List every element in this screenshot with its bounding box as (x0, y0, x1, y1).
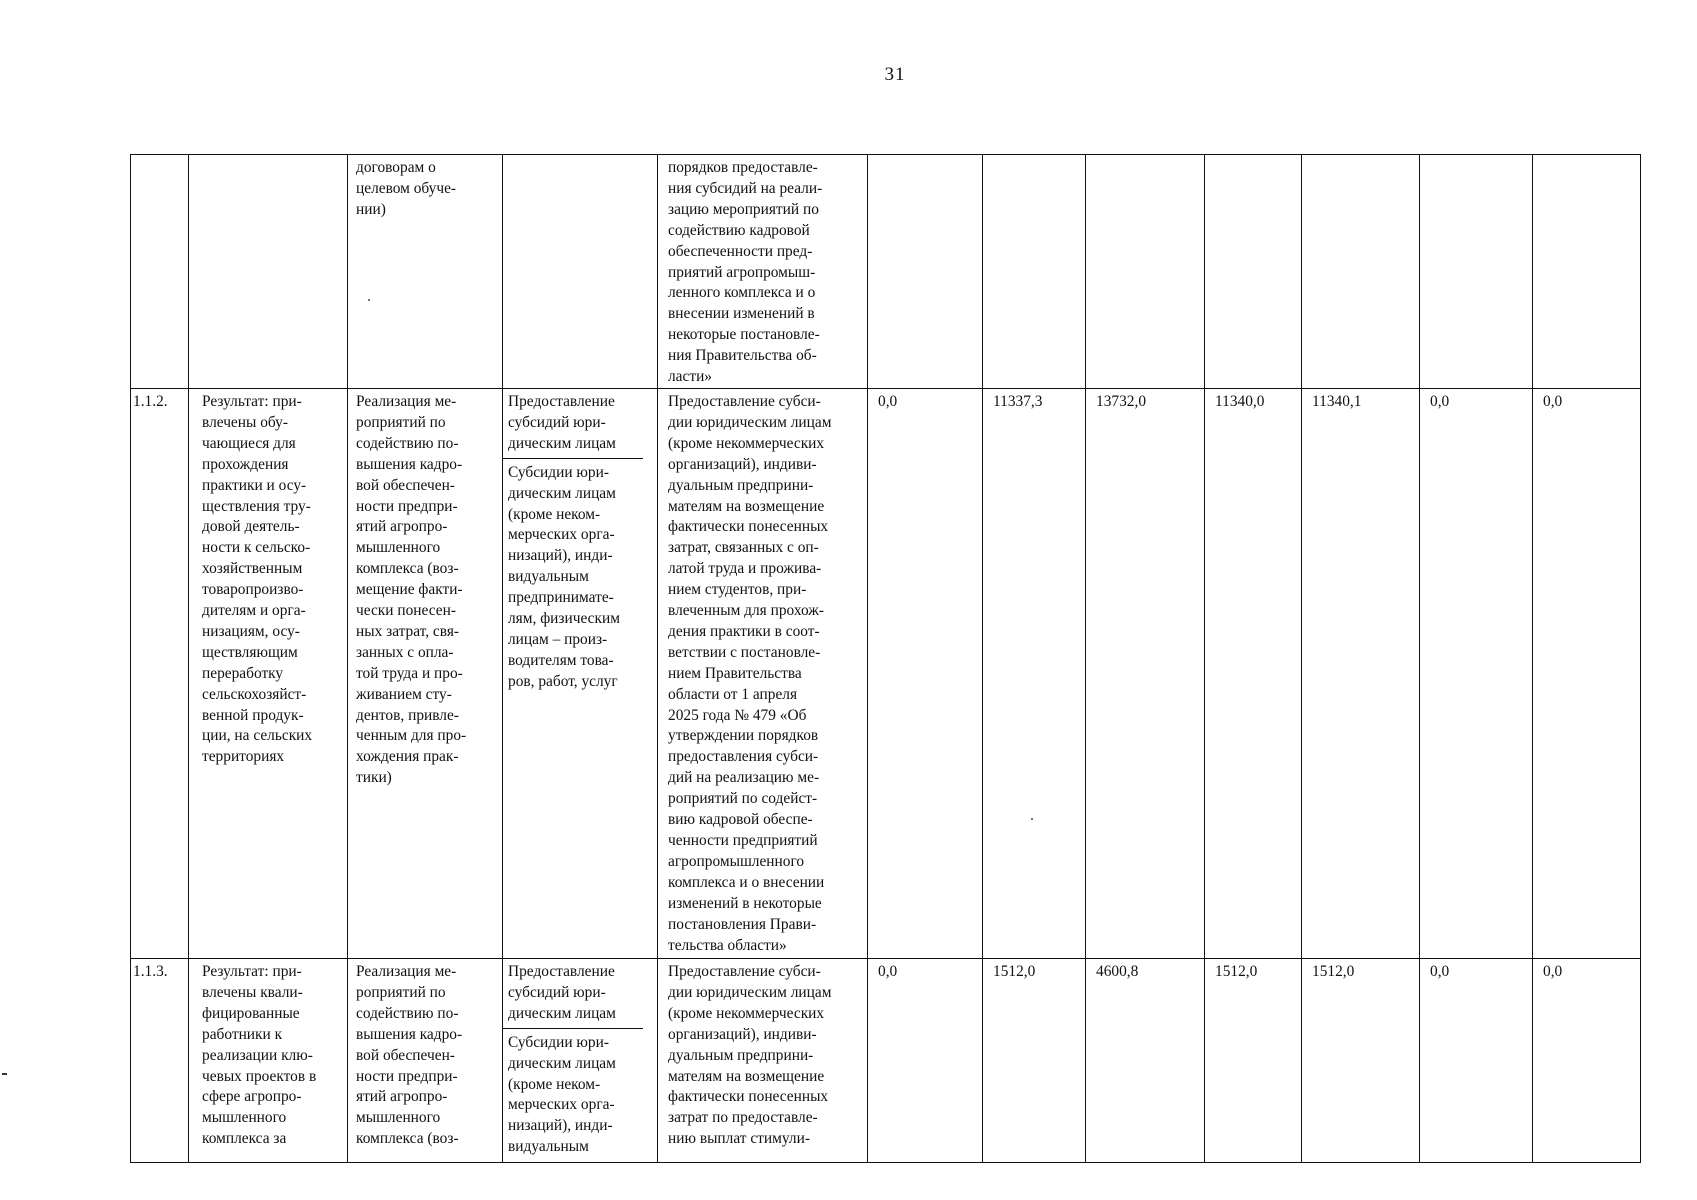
cell-text-line: той труда и про- (356, 664, 463, 682)
cell-text-line: ществления тру- (202, 497, 311, 515)
cell-text-line: вию кадровой обеспе- (668, 811, 813, 829)
cell-text-line: мателям на возмещение (668, 1067, 825, 1085)
value-cell: 11340,0 (1205, 388, 1302, 958)
scan-speck (368, 299, 370, 301)
value-cell (1086, 155, 1205, 389)
cell-text-line: дическим лицам (508, 484, 616, 502)
value-cell: 11340,1 (1302, 388, 1420, 958)
cell-text-line: практики и осу- (202, 476, 307, 494)
cell-text-line: хождения прак- (356, 748, 459, 766)
cell-text-line: видуальным (508, 568, 589, 586)
cell-text-line: приятий агропромыш- (668, 263, 816, 281)
cell-text-line: дическим лицам (508, 434, 616, 452)
row-number-cell (131, 155, 189, 389)
cell-text-line: ветствии с постановле- (668, 643, 821, 661)
cell-text-line: вой обеспечен- (356, 476, 455, 494)
cell-text-line: сельскохозяйст- (202, 685, 307, 703)
cell-text-line: агропромышленного (668, 852, 805, 870)
cell-text-line: дентов, привле- (356, 706, 459, 724)
value-cell: 13732,0 (1086, 388, 1205, 958)
cell-text-line: (кроме неком- (508, 1075, 601, 1093)
program-table (130, 154, 1641, 1163)
cell-text-line: субсидий юри- (508, 413, 606, 431)
cell-text-line: сфере агропро- (202, 1088, 302, 1106)
cell-text-line: комплекса (воз- (356, 560, 459, 578)
cell-text-line: (кроме некоммерческих (668, 1004, 825, 1022)
cell-text-line: Предоставление (508, 392, 615, 410)
cell-text-line: договорам о (356, 159, 436, 176)
cell-text-line: территориях (202, 748, 285, 766)
cell-text-line: роприятий по (356, 983, 446, 1001)
value-cell: 0,0 (1420, 388, 1533, 958)
cell-text-line: вышения кадро- (356, 1025, 463, 1043)
legal-basis-cell (658, 958, 868, 1162)
value-cell: 1512,0 (1205, 958, 1302, 1162)
cell-text-line: ния субсидий на реали- (668, 179, 823, 197)
cell-text-line: мышленного (202, 1109, 287, 1127)
cell-text-line: вой обеспечен- (356, 1046, 455, 1064)
cell-text-line: мерческих орга- (508, 1096, 615, 1114)
cell-text-line: порядков предоставле- (668, 159, 818, 176)
cell-text-line: ятий агропро- (356, 518, 448, 536)
cell-text-line: комплекса (воз- (356, 1130, 459, 1148)
cell-text-line: Предоставление (508, 962, 615, 980)
value-cell: 0,0 (1420, 958, 1533, 1162)
cell-text-line: венной продук- (202, 706, 304, 724)
value-cell (1533, 155, 1641, 389)
cell-text-line: дии юридическим лицам (668, 983, 832, 1001)
cell-text-line: Предоставление субси- (668, 962, 821, 980)
cell-text-line: водителям това- (508, 651, 614, 669)
cell-text-line: мышленного (356, 1109, 441, 1127)
support-type-primary (503, 389, 643, 459)
cell-text-line: мерческих орга- (508, 526, 615, 544)
scan-speck (1031, 818, 1033, 820)
cell-text-line: низаций), инди- (508, 1117, 613, 1135)
cell-text-line: живанием сту- (356, 685, 452, 703)
cell-text-line: лям, физическим (508, 610, 620, 628)
cell-text-line: нию выплат стимули- (668, 1130, 810, 1148)
cell-text-line: тики) (356, 769, 392, 787)
cell-text-line: ности предпри- (356, 1067, 458, 1085)
cell-text-line: дуальным предприни- (668, 476, 814, 494)
cell-text-line: видуальным (508, 1138, 589, 1156)
cell-text-line: лицам – произ- (508, 630, 608, 648)
result-cell (189, 958, 348, 1162)
value-cell: 0,0 (868, 388, 983, 958)
support-type-cell (503, 388, 658, 958)
cell-text-line: низаций), инди- (508, 547, 613, 565)
cell-text-line: нии) (356, 200, 386, 218)
cell-text-line: переработку (202, 664, 284, 682)
cell-text-line: работники к (202, 1025, 283, 1043)
cell-text-line: ченным для про- (356, 727, 467, 745)
cell-text-line: латой труда и прожива- (668, 560, 822, 578)
value-cell (983, 155, 1086, 389)
cell-text-line: предпринимате- (508, 589, 614, 607)
cell-text-line: организаций), индиви- (668, 455, 817, 473)
cell-text-line: утверждении порядков (668, 727, 819, 745)
activity-cell (348, 958, 503, 1162)
cell-text-line: дическим лицам (508, 1004, 616, 1022)
row-number-cell: 1.1.3. (131, 958, 189, 1162)
cell-text-line: (кроме некоммерческих (668, 434, 825, 452)
cell-text-line: хозяйственным (202, 560, 303, 578)
cell-text-line: дий на реализацию ме- (668, 769, 820, 787)
cell-text-line: ченности предприятий (668, 832, 818, 849)
value-cell (1205, 155, 1302, 389)
value-cell: 0,0 (1533, 388, 1641, 958)
cell-text-line: затрат по предоставле- (668, 1109, 818, 1127)
support-type-secondary (503, 459, 657, 693)
value-cell: 0,0 (868, 958, 983, 1162)
cell-text-line: содействию по- (356, 434, 459, 452)
cell-text-line: роприятий по (356, 413, 446, 431)
cell-text-line: чески понесен- (356, 602, 456, 620)
cell-text-line: ленного комплекса и о (668, 284, 816, 302)
value-cell: 0,0 (1533, 958, 1641, 1162)
scan-edge-mark (2, 1073, 7, 1075)
activity-cell (348, 388, 503, 958)
result-cell (189, 388, 348, 958)
cell-text-line: реализации клю- (202, 1046, 313, 1064)
cell-text-line: чающиеся для (202, 434, 296, 452)
cell-text-line: субсидий юри- (508, 983, 606, 1001)
row-number-cell: 1.1.2. (131, 388, 189, 958)
cell-text-line: обеспеченности пред- (668, 242, 813, 260)
cell-text-line: влечены обу- (202, 413, 288, 431)
cell-text-line: дуальным предприни- (668, 1046, 814, 1064)
cell-text-line: фактически понесенных (668, 518, 829, 536)
cell-text-line: ности к сельско- (202, 539, 311, 557)
cell-text-line: Реализация ме- (356, 392, 457, 410)
cell-text-line: некоторые постановле- (668, 326, 820, 344)
cell-text-line: прохождения (202, 455, 289, 473)
cell-text-line: нием Правительства (668, 664, 802, 682)
cell-text-line: дителям и орга- (202, 602, 306, 620)
support-type-cell (503, 958, 658, 1162)
cell-text-line: Субсидии юри- (508, 463, 609, 481)
cell-text-line: мателям на возмещение (668, 497, 825, 515)
cell-text-line: затрат, связанных с оп- (668, 539, 819, 557)
cell-text-line: зацию мероприятий по (668, 200, 819, 218)
cell-text-line: ции, на сельских (202, 727, 313, 745)
table-row (131, 155, 1641, 389)
cell-text-line: дения практики в соот- (668, 622, 820, 640)
cell-text-line: Субсидии юри- (508, 1033, 609, 1051)
cell-text-line: вышения кадро- (356, 455, 463, 473)
cell-text-line: ров, работ, услуг (508, 672, 618, 690)
cell-text-line: нием студентов, при- (668, 581, 807, 599)
cell-text-line: фицированные (202, 1004, 300, 1022)
cell-text-line: содействию по- (356, 1004, 459, 1022)
value-cell: 11337,3 (983, 388, 1086, 958)
value-cell (868, 155, 983, 389)
legal-basis-cell (658, 388, 868, 958)
cell-text-line: комплекса и о внесении (668, 873, 825, 891)
cell-text-line: тельства области» (668, 936, 787, 954)
value-cell: 1512,0 (1302, 958, 1420, 1162)
cell-text-line: ятий агропро- (356, 1088, 448, 1106)
cell-text-line: 2025 года № 479 «Об (668, 706, 807, 724)
cell-text-line: фактически понесенных (668, 1088, 829, 1106)
page-number: 31 (884, 64, 906, 85)
cell-text-line: Предоставление субси- (668, 392, 821, 410)
cell-text-line: мещение факти- (356, 581, 463, 599)
cell-text-line: влеченным для прохож- (668, 602, 825, 620)
cell-text-line: ности предпри- (356, 497, 458, 515)
value-cell (1420, 155, 1533, 389)
support-type-primary (503, 959, 643, 1029)
cell-text-line: мышленного (356, 539, 441, 557)
activity-cell (348, 155, 503, 389)
cell-text-line: влечены квали- (202, 983, 303, 1001)
cell-text-line: дическим лицам (508, 1054, 616, 1072)
cell-text-line: ных затрат, свя- (356, 622, 460, 640)
cell-text-line: Результат: при- (202, 962, 302, 980)
cell-text-line: товаропроизво- (202, 581, 304, 599)
cell-text-line: ласти» (668, 368, 713, 386)
cell-text-line: роприятий по содейст- (668, 790, 818, 808)
cell-text-line: изменений в некоторые (668, 894, 822, 912)
support-type-secondary (503, 1029, 657, 1158)
cell-text-line: области от 1 апреля (668, 685, 798, 703)
cell-text-line: дии юридическим лицам (668, 413, 832, 431)
cell-text-line: организаций), индиви- (668, 1025, 817, 1043)
cell-text-line: Реализация ме- (356, 962, 457, 980)
value-cell: 1512,0 (983, 958, 1086, 1162)
support-type-cell (503, 155, 658, 389)
cell-text-line: (кроме неком- (508, 505, 601, 523)
cell-text-line: внесении изменений в (668, 305, 815, 323)
value-cell (1302, 155, 1420, 389)
cell-text-line: ществляющим (202, 643, 298, 661)
result-cell (189, 155, 348, 389)
cell-text-line: довой деятель- (202, 518, 300, 536)
cell-text-line: чевых проектов в (202, 1067, 317, 1085)
cell-text-line: предоставления субси- (668, 748, 819, 766)
cell-text-line: ния Правительства об- (668, 347, 817, 365)
cell-text-line: занных с опла- (356, 643, 454, 661)
cell-text-line: низациям, осу- (202, 622, 300, 640)
cell-text-line: содействию кадровой (668, 221, 810, 239)
cell-text-line: комплекса за (202, 1130, 287, 1148)
legal-basis-cell (658, 155, 868, 389)
value-cell: 4600,8 (1086, 958, 1205, 1162)
table-row (131, 958, 1641, 1162)
cell-text-line: целевом обуче- (356, 179, 457, 197)
cell-text-line: Результат: при- (202, 392, 302, 410)
table-row (131, 388, 1641, 958)
cell-text-line: постановления Прави- (668, 915, 817, 933)
